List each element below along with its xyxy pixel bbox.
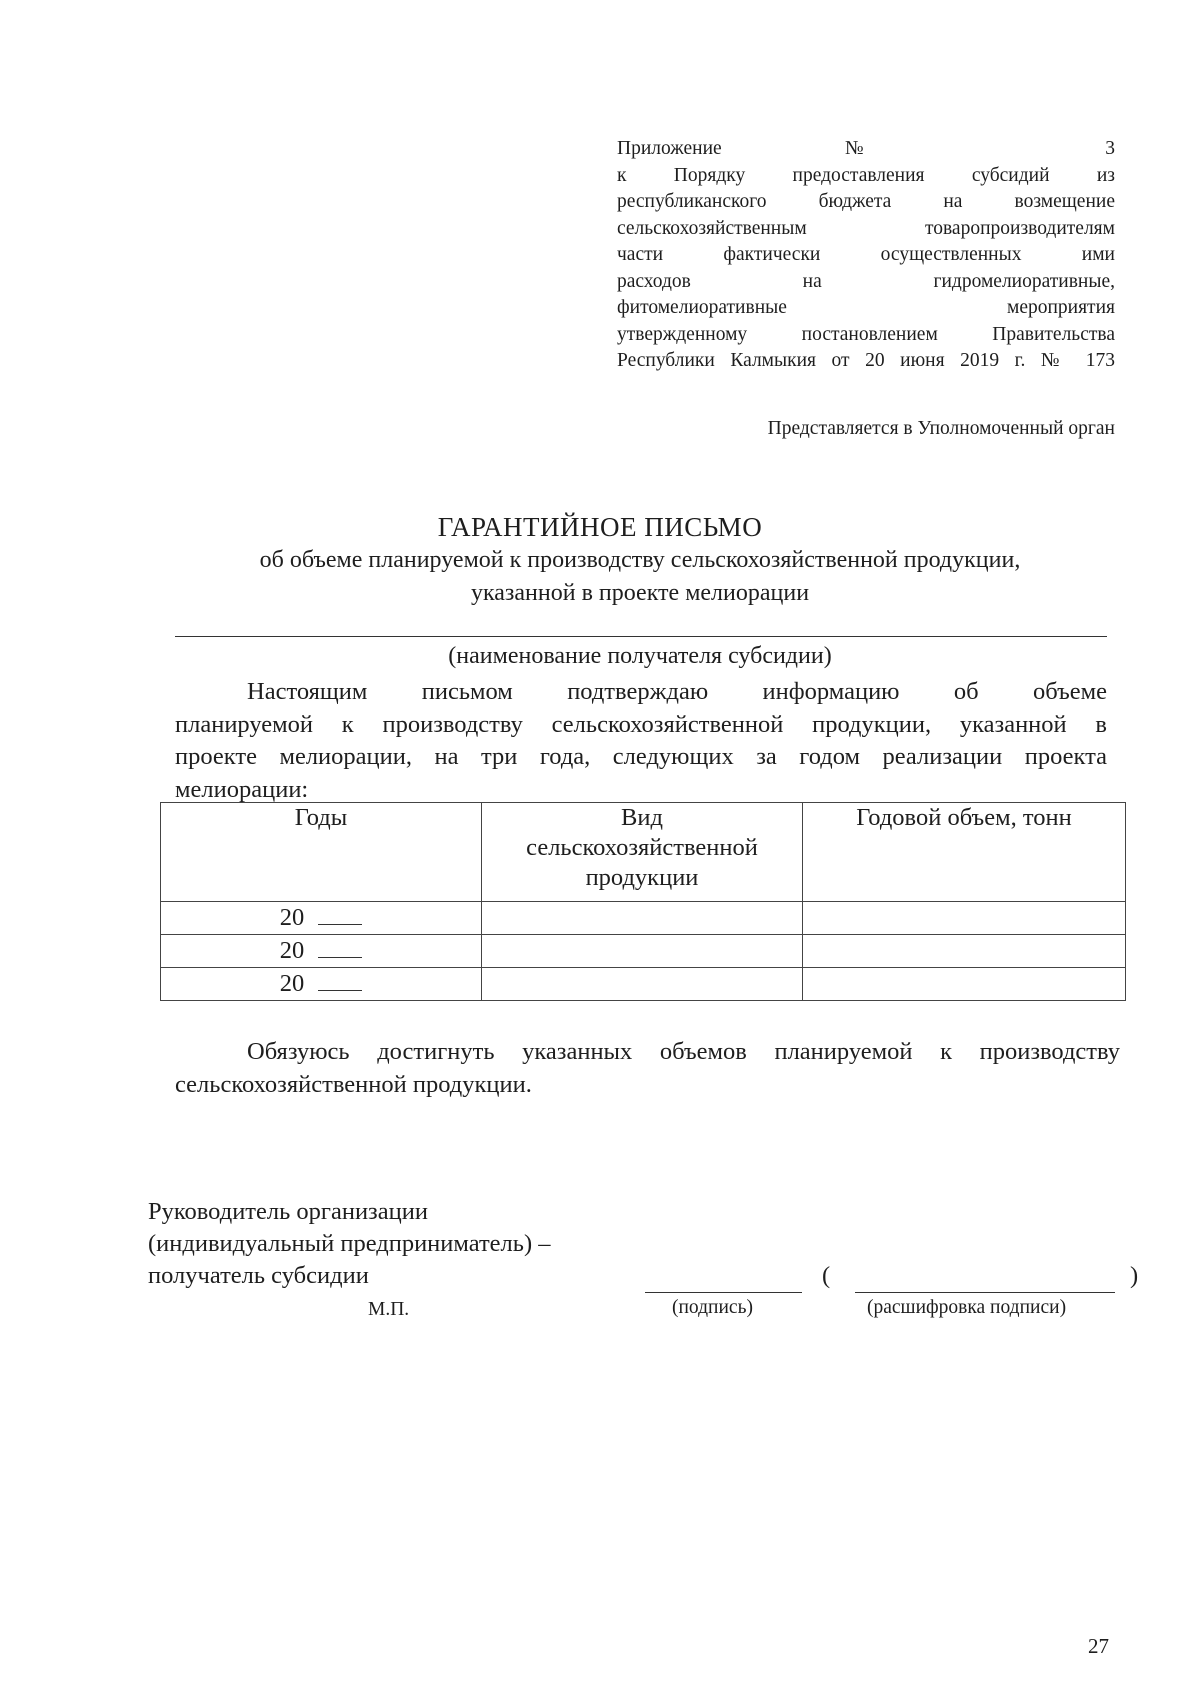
header-product-type [482,803,803,902]
header-product-type-line: продукции [585,864,699,891]
signer-line: Руководитель организации [148,1198,428,1225]
commitment-line: сельскохозяйственной продукции. [175,1071,532,1098]
commitment-paragraph [175,1035,1120,1101]
table-row [161,968,1126,1001]
header-annual-volume: Годовой объем, тонн [803,803,1126,902]
document-subtitle-line1: об объеме планируемой к производству сельскохозяйственной продукции, [259,547,1021,573]
document-subtitle-line2: указанной в проекте мелиорации [470,580,810,606]
product-type-cell[interactable] [482,935,803,968]
body-line: проекте мелиорации, на три года, следующих за годом реализации проекта [175,743,1107,770]
annual-volume-cell[interactable] [803,935,1126,968]
appendix-reference [617,136,1115,375]
appendix-line: Приложение № 3 [617,138,1115,159]
signature-decoding-blank[interactable] [855,1292,1115,1293]
submitted-to-note: Представляется в Уполномоченный орган [767,418,1115,439]
year-cell[interactable] [161,902,482,935]
close-parenthesis: ) [1130,1262,1139,1289]
year-blank[interactable] [318,935,362,958]
header-product-type-line: сельскохозяйственной [526,834,758,861]
product-type-cell[interactable] [482,968,803,1001]
appendix-line: утвержденному постановлением Правительства [617,323,1115,345]
signature-decoding-caption: (расшифровка подписи) [867,1297,1067,1318]
table-header-row [161,803,1126,902]
table-row [161,902,1126,935]
signer-line: получатель субсидии [148,1262,369,1289]
header-years: Годы [161,803,482,902]
appendix-line: части фактически осуществленных ими [617,244,1115,265]
body-paragraph [175,676,1107,806]
signature-blank[interactable] [645,1292,802,1293]
year-cell[interactable] [161,935,482,968]
year-prefix: 20 [279,937,305,964]
recipient-name-blank[interactable] [175,636,1107,637]
appendix-line: расходов на гидромелиоративные, [617,270,1115,292]
year-prefix: 20 [279,904,305,931]
signature-caption: (подпись) [672,1297,753,1318]
year-prefix: 20 [279,970,305,997]
recipient-caption: (наименование получателя субсидии) [448,643,832,669]
table-row [161,935,1126,968]
page-number: 27 [1088,1634,1109,1658]
appendix-line: фитомелиоративные мероприятия [617,297,1115,318]
body-line: Настоящим письмом подтверждаю информацию об объеме [247,678,1107,705]
appendix-line: республиканского бюджета на возмещение [617,191,1115,212]
open-parenthesis: ( [822,1262,831,1289]
appendix-line: Республики Калмыкия от 20 июня 2019 г. № 173 [617,350,1115,371]
product-type-cell[interactable] [482,902,803,935]
year-blank[interactable] [318,968,362,991]
body-line: мелиорации: [175,775,309,803]
appendix-line: к Порядку предоставления субсидий из [617,164,1115,186]
document-title: ГАРАНТИЙНОЕ ПИСЬМО [437,512,763,542]
header-product-type-line: Вид [621,804,663,831]
production-volume-table [160,802,1126,1001]
annual-volume-cell[interactable] [803,968,1126,1001]
body-line: планируемой к производству сельскохозяйственной продукции, указанной в [175,710,1107,738]
appendix-line: сельскохозяйственным товаропроизводителям [617,217,1115,239]
signer-title [148,1196,551,1292]
year-cell[interactable] [161,968,482,1001]
commitment-line: Обязуюсь достигнуть указанных объемов планируемой к производству [247,1038,1120,1065]
annual-volume-cell[interactable] [803,902,1126,935]
signer-line: (индивидуальный предприниматель) – [148,1230,551,1257]
year-blank[interactable] [318,902,362,925]
stamp-place-label: М.П. [368,1299,410,1320]
